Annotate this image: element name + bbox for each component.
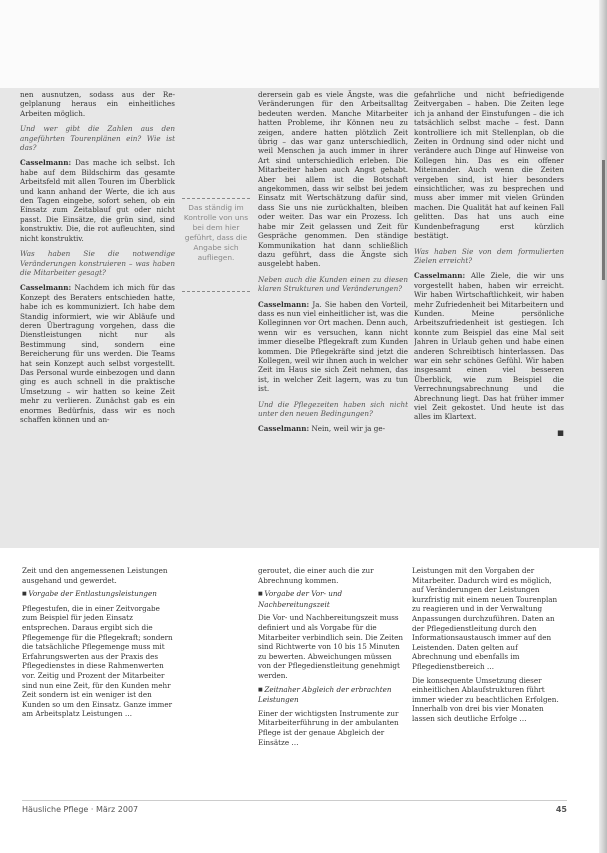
interview-column-1 — [20, 90, 175, 540]
paragraph: Einer der wichtigsten Instrumente zur Mitarbeiterführung in der ambulanten Pflege ist der genaue Abgleich der Einsätze … — [258, 708, 399, 747]
interview-answer — [414, 271, 564, 422]
paragraph: Die konsequente Umsetzung dieser einheitlichen Ablaufstrukturen führt immer wieder zu beachtlichen Erfolgen. Innerhalb von drei bis vier Monaten lassen sich deutliche Erfolge … — [412, 675, 559, 723]
speaker-name: Casselmann: — [414, 271, 466, 281]
interview-answer — [258, 424, 408, 433]
paragraph: Leistungen mit den Vorgaben der Mitarbeiter. Dadurch wird es möglich, auf Veränderungen der Leistungen kurzfristig mit einem neuen Tourenplan zu reagieren und in der Verwaltung Anpassungen durchzuführen. Daten an der Pflegedienstleitung durch den Informationsaustausch immer auf den Leistenden. Daten gelten auf Abrechnung und ebenfalls im Pflegedienstbereich … — [412, 566, 558, 671]
paragraph: geroutet, die einer auch die zur Abrechnung kommen. — [258, 566, 374, 585]
body-column-2 — [258, 566, 404, 796]
interview-question: Was haben Sie von dem formulierten Zielen erreicht? — [414, 246, 564, 265]
pull-quote — [182, 198, 250, 292]
section-heading: ■ Vorgabe der Vor- und Nachbereitungszeit — [258, 589, 404, 609]
interview-column-3 — [414, 90, 564, 540]
interview-question: Und wer gibt die Zahlen aus den angeführten Tourenplänen ein? Wie ist das? — [20, 124, 175, 153]
interview-question: Was haben Sie die notwendige Veränderungen konstruieren – was haben die Mitarbeiter gesagt? — [20, 249, 175, 277]
page-top-margin — [0, 0, 600, 88]
body-column-1 — [22, 566, 174, 796]
interview-question: Und die Pflegezeiten haben sich nicht unter den neuen Bedingungen? — [258, 399, 408, 418]
speaker-name: Casselmann: — [258, 424, 310, 434]
paragraph: Pflegestufen, die in einer Zeitvorgabe zum Beispiel für jeden Einsatz entsprechen. Daraus ergibt sich die Pflegemenge für die Pflegekraft; sondern die tatsächliche Pflegemenge muss mit Erfahrungswerten aus der Praxis des Pflegedienstes in diese Rahmenwerten vor. Zeitig und Prozent der Mitarbeiter sind nun eine Zeit, für den Kunden mehr Zeit sondern ist ein weniger ist den Kunden so um den Einsatz. Ganze immer am Arbeitsplatz Leistungen … — [22, 603, 173, 719]
scroll-marker[interactable] — [602, 160, 605, 280]
page-footer — [22, 805, 567, 819]
paragraph: Die Vor- und Nachbereitungszeit muss definiert und als Vorgabe für die Mitarbeiter verbindlich sein. Die Zeiten sind Richtwerte von 10 bis 15 Minuten zu bewerten. Abweichungen müssen von der Pflegedienstleitung genehmigt werden. — [258, 613, 404, 680]
body-column-3 — [412, 566, 564, 796]
interview-column-2 — [258, 90, 408, 540]
answer-text: Nachdem ich mich für das Konzept des Beraters entschieden hatte, habe ich es kommuniziert. Ich habe dem Standig informiert, wie wir Abläufe und deren Übertragung vorgehen, dass die Dienstleistungen nicht nur als Bestimmung sind, sondern eine Bereicherung für uns werden. Die Teams hat sein Konzept auch selbst vorgestellt. Das Personal wurde einbezogen und dann ging es auch schnell in die praktische Umsetzung – wir hatten so keine Zeit mehr zu verlieren. Zunächst gab es ein enormes Bedürfnis, dass wir es noch schaffen können und an- — [20, 283, 175, 424]
paragraph: nen ausnutzen, sodass aus der Re-gelplanung heraus ein einheitliches Arbeiten möglich. — [20, 90, 175, 118]
interview-question: Neben auch die Kunden einen zu diesen klaren Strukturen und Veränderungen? — [258, 274, 408, 294]
speaker-name: Casselmann: — [258, 299, 310, 309]
paragraph: derersein gab es viele Ängste, was die Veränderungen für den Arbeitsalltag bedeuten werden. Manche Mitarbeiter hatten Probleme, ihr Können neu zu zeigen, andere hatten plötzlich Zeit übrig – das war ganz unterschiedlich, weil Menschen ja auch immer in ihrer Art sind unterschiedlich erleben. Die Mitarbeiter haben auch Angst gehabt. Aber bei allem ist die Botschaft angekommen, dass wir selbst bei jedem Einsatz mit Wertschätzung dafür sind, dass Sie uns nie zurückhalten, bleiben oder weiter. Das war ein Prozess. Ich habe mir Zeit gelassen und Zeit für Gespräche genommen. Den ständige Kommunikation hat dann schließlich dazu geführt, dass die Ängste sich ausgelebt haben. — [258, 90, 408, 269]
interview-answer — [258, 300, 408, 394]
answer-text: Alle Ziele, die wir uns vorgestellt haben, haben wir erreicht. Wir haben Wirtschaftlichkeit, wir haben mehr Zufriedenheit bei Mitarbeitern und Kunden. Meine persönliche Arbeitszufriedenheit ist gestiegen. Ich konnte zum Beispiel das eine Mal seit Jahren in Urlaub gehen und habe einen anderen Schreibtisch hinterlassen. Das war ein sehr schönes Gefühl. Wir haben insgesamt einen viel besseren Überblick, wie zum Beispiel die Verrechnungsabrechnung und die Abrechnung liegt. Das hat früher immer viel Zeit gekostet. Und heute ist das alles im Klartext. — [414, 271, 564, 422]
article-end-mark: ■ — [557, 427, 564, 437]
footer-publication: Häusliche Pflege · März 2007 — [22, 805, 139, 814]
interview-answer — [20, 158, 175, 243]
page-number: 45 — [555, 805, 567, 814]
speaker-name: Casselmann: — [20, 283, 72, 293]
speaker-name: Casselmann: — [20, 158, 72, 168]
paragraph: Zeit und den angemessenen Leistungen ausgehand und gewerdet. — [22, 566, 168, 585]
footer-rule — [22, 800, 567, 801]
scan-edge-shadow — [599, 0, 607, 853]
paragraph: gefahrliche und nicht befriedigende Zeitvergaben – haben. Die Zeiten lege ich ja anhand der Einstufungen – die ich tatsächlich selbst mache – fest. Dann kontrolliere ich mit Stellenplan, ob die Zeiten in Ordnung sind oder nicht und verändere auch Dinge auf Hinweise von Kollegen hin. Das es ein offener Miteinander. Auch wenn die Zeiten vergeben sind, ist hier besonders einsichtlicher, was zu besprechen und muss aber immer mit vielen Gründen machen. Die Qualität hat auf keinen Fall gelitten. Das hat uns auch eine Kundenbefragung erst kürzlich bestätigt. — [414, 90, 564, 241]
interview-answer — [20, 283, 175, 424]
answer-text: Das mache ich selbst. Ich habe auf dem Bildschirm das gesamte Arbeitsfeld mit allen Touren im Überblick und kann anhand der Werte, die ich aus den Tagen eingebe, sofort sehen, ob ein Einsatz zum Zeitablauf gut oder nicht passt. Die Einsätze, die grün sind, sind konstruktiv. Die, die rot aufleuchten, sind nicht konstruktiv. — [20, 158, 175, 243]
answer-text: Ja. Sie haben den Vorteil, dass es nun viel einheitlicher ist, was die Kolleginnen vor Ort machen. Denn auch, wenn wir es versuchen, kann nicht immer dieselbe Pflegekraft zum Kunden kommen. Die Pflegekräfte sind jetzt die Kollegen, weil wir ihnen auch in welcher Zeit im Haus sie sich Zeit nehmen, das ist, in welcher Zeit lagern, was zu tun ist. — [258, 299, 408, 394]
answer-text: Nein, weil wir ja ge- — [311, 424, 386, 434]
section-heading: ■ Zeitnaher Abgleich der erbrachten Leistungen — [258, 685, 404, 705]
section-heading: ■ Vorgabe der Entlastungsleistungen — [22, 589, 174, 600]
pull-quote-text: Das ständig im Kontrolle von uns bei dem hier geführt, dass die Angabe sich aufliegen. — [183, 203, 249, 262]
